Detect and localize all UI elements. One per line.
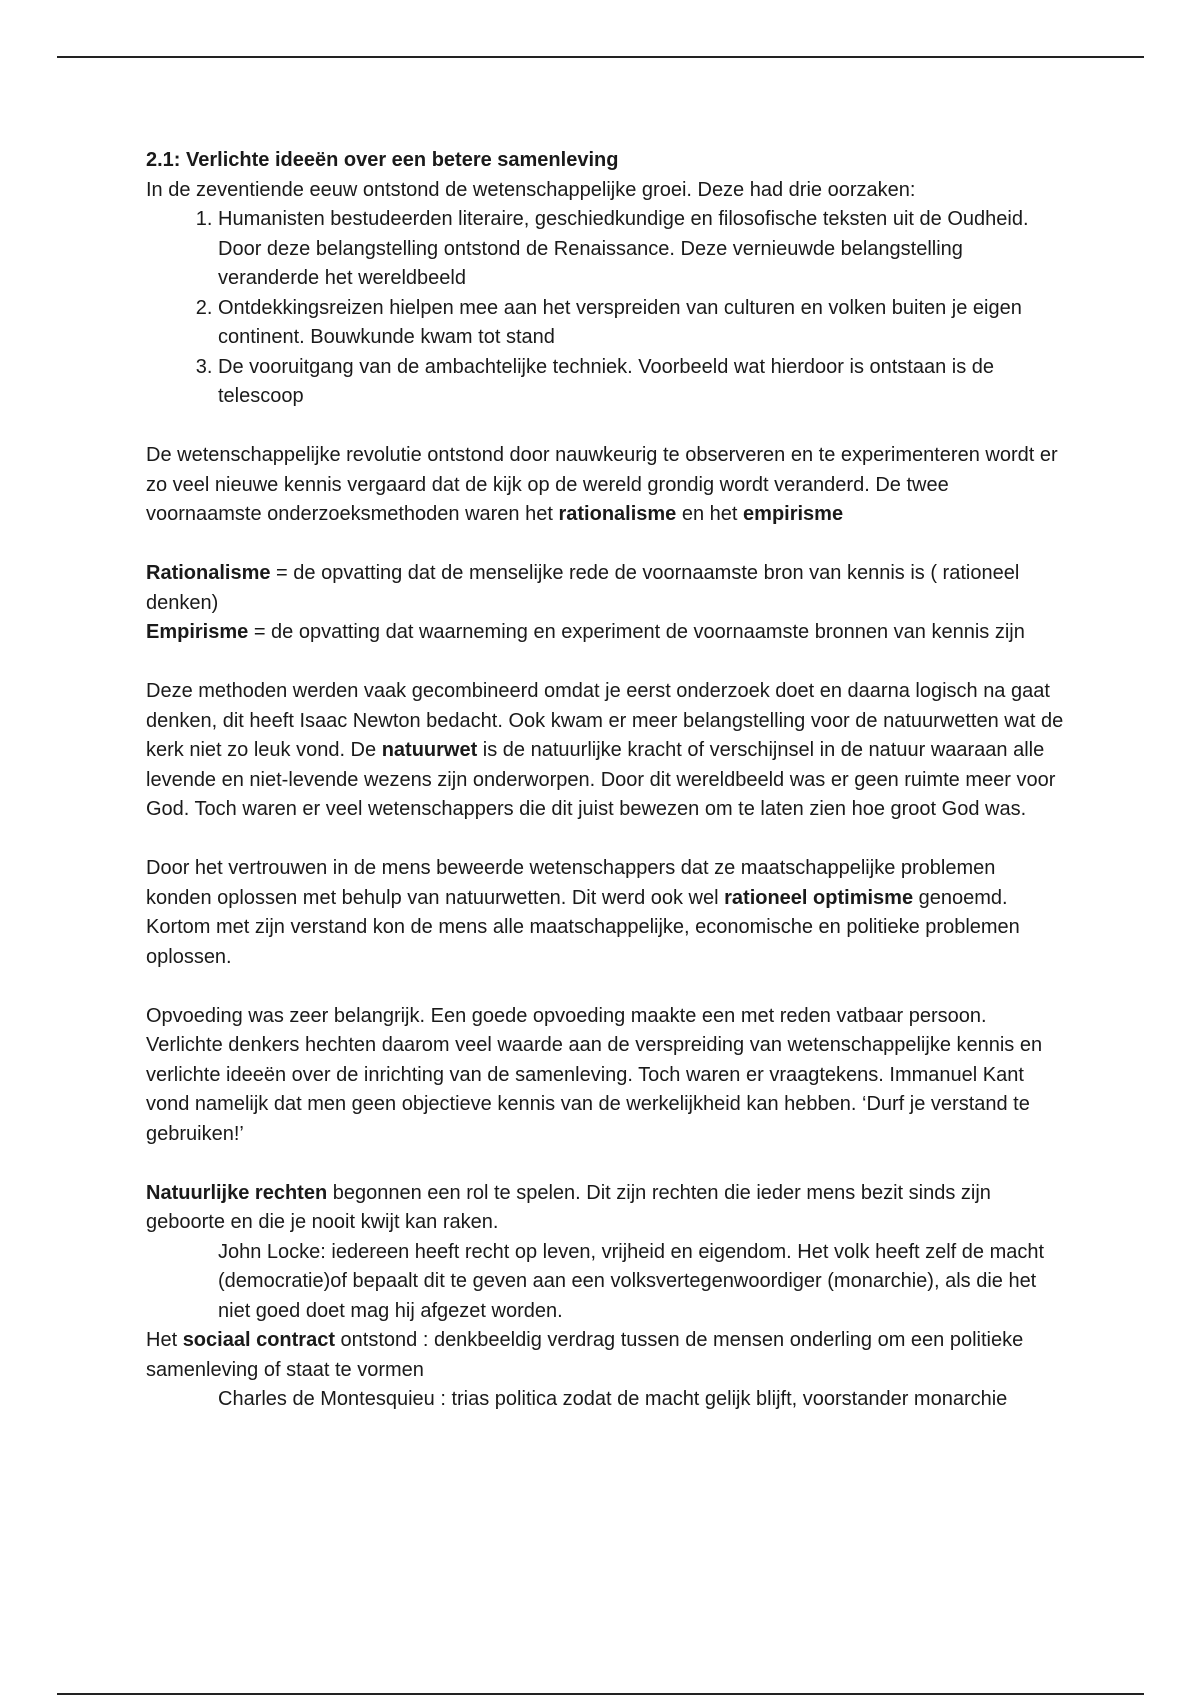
document-body bbox=[146, 146, 1066, 1415]
methods-paragraph: Deze methoden werden vaak gecombineerd omdat je eerst onderzoek doet en daarna logisch na gaat denken, dit heeft Isaac Newton bedacht. Ook kwam er meer belangstelling voor de natuurwetten wat de kerk niet zo leuk vond. De natuurwet is de natuurlijke kracht of verschijnsel in de natuur waaraan alle levende en niet-levende wezens zijn onderworpen. Door dit wereldbeeld was er geen ruimte meer voor God. Toch waren er veel wetenschappers die dit juist bewezen om te laten zien hoe groot God was. bbox=[146, 680, 1064, 820]
list-item: 1. Humanisten bestudeerden literaire, geschiedkundige en filosofische teksten uit de Oudheid. Door deze belangstelling ontstond de Renaissance. Deze vernieuwde belangstelling veranderde het wereldbeeld bbox=[218, 205, 1066, 294]
list-item: 3. De vooruitgang van de ambachtelijke techniek. Voorbeeld wat hierdoor is ontstaan is de telescoop bbox=[218, 353, 1066, 412]
term-natuurwet: natuurwet bbox=[381, 739, 478, 761]
page-title: 2.1: Verlichte ideeën over een betere samenleving bbox=[146, 149, 619, 171]
rights-paragraph: Natuurlijke rechten begonnen een rol te spelen. Dit zijn rechten die ieder mens bezit sinds zijn geboorte en die je nooit kwijt kan raken. bbox=[146, 1181, 991, 1233]
footer-rule bbox=[57, 1693, 1144, 1695]
education-paragraph: Opvoeding was zeer belangrijk. Een goede opvoeding maakte een met reden vatbaar persoon. Verlichte denkers hechten daarom veel waarde aan de verspreiding van wetenschappelijke kennis en verlichte ideeën over de inrichting van de samenleving. Toch waren er vraagtekens. Immanuel Kant vond namelijk dat men geen objectieve kennis van de werkelijkheid kan hebben. ‘Durf je verstand te gebruiken!’ bbox=[146, 1004, 1043, 1145]
list-item: 2. Ontdekkingsreizen hielpen mee aan het verspreiden van culturen en volken buiten je eigen continent. Bouwkunde kwam tot stand bbox=[218, 294, 1066, 353]
term-natuurlijke-rechten: Natuurlijke rechten bbox=[146, 1181, 328, 1204]
intro-paragraph: In de zeventiende eeuw ontstond de wetenschappelijke groei. Deze had drie oorzaken: bbox=[146, 178, 916, 201]
definition-rationalisme: Rationalisme = de opvatting dat de menselijke rede de voornaamste bron van kennis is ( rationeel denken) bbox=[146, 562, 1020, 614]
contract-paragraph: Het sociaal contract ontstond : denkbeeldig verdrag tussen de mensen onderling om een politieke samenleving of staat te vormen bbox=[146, 1329, 1024, 1381]
causes-list bbox=[146, 205, 1066, 412]
locke-note: John Locke: iedereen heeft recht op leven, vrijheid en eigendom. Het volk heeft zelf de macht (democratie)of bepaalt dit te geven aan een volksvertegenwoordiger (monarchie), als die het niet goed doet mag hij afgezet worden. bbox=[218, 1240, 1045, 1322]
term-rationeel-optimisme: rationeel optimisme bbox=[724, 886, 914, 909]
term-empirisme: empirisme bbox=[743, 503, 844, 525]
term-rationalisme: rationalisme bbox=[558, 503, 677, 525]
optimism-paragraph: Door het vertrouwen in de mens beweerde wetenschappers dat ze maatschappelijke problemen konden oplossen met behulp van natuurwetten. Dit werd ook wel rationeel optimisme genoemd. Kortom met zijn verstand kon de mens alle maatschappelijke, economische en politieke problemen oplossen. bbox=[146, 857, 1020, 968]
definition-empirisme: Empirisme = de opvatting dat waarneming en experiment de voornaamste bronnen van kennis zijn bbox=[146, 621, 1025, 643]
montesquieu-note: Charles de Montesquieu : trias politica zodat de macht gelijk blijft, voorstander monarchie bbox=[218, 1388, 1008, 1410]
revolution-paragraph: De wetenschappelijke revolutie ontstond door nauwkeurig te observeren en te experimenteren wordt er zo veel nieuwe kennis vergaard dat de kijk op de wereld grondig wordt veranderd. De twee voornaamste onderzoeksmethoden waren het rationalisme en het empirisme bbox=[146, 444, 1058, 525]
term-sociaal-contract: sociaal contract bbox=[182, 1329, 335, 1351]
header-rule bbox=[57, 56, 1144, 58]
